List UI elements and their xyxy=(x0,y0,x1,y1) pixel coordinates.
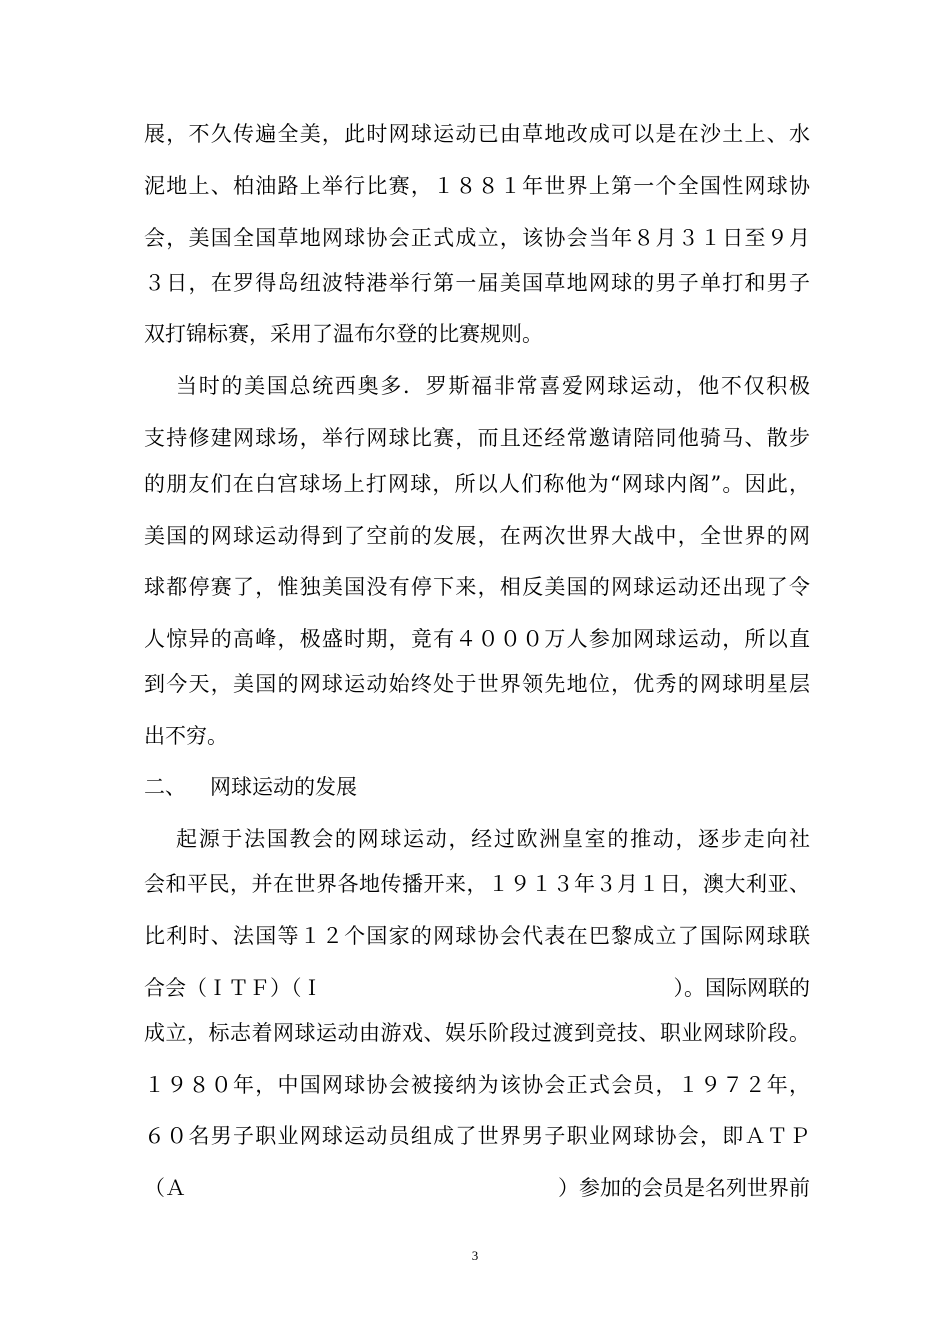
itf-line-right: ）。国际网联的 xyxy=(673,976,810,1000)
paragraph-line: 会和平民，并在世界各地传播开来，１９１３年３月１日，澳大利亚、 xyxy=(144,872,810,896)
itf-line-left: 合会（ＩＴＦ）（Ｉ xyxy=(144,976,323,1000)
paragraph-line: 当时的美国总统西奥多．罗斯福非常喜爱网球运动，他不仅积极 xyxy=(176,374,810,398)
paragraph-line: ６０名男子职业网球运动员组成了世界男子职业网球协会，即ＡＴＰ xyxy=(144,1124,810,1148)
paragraph-line: 的朋友们在白宫球场上打网球，所以人们称他为“网球内阁”。因此， xyxy=(144,472,810,496)
paragraph-line: 会，美国全国草地网球协会正式成立，该协会当年８月３１日至９月 xyxy=(144,226,810,250)
paragraph-line: ３日，在罗得岛纽波特港举行第一届美国草地网球的男子单打和男子 xyxy=(144,271,810,295)
paragraph-line: 起源于法国教会的网球运动，经过欧洲皇室的推动，逐步走向社 xyxy=(176,827,810,851)
section-heading xyxy=(144,767,810,807)
paragraph-line: 出不穷。 xyxy=(144,724,228,748)
paragraph-line: 人惊异的高峰，极盛时期，竟有４０００万人参加网球运动，所以直 xyxy=(144,627,810,651)
section-number: 二、 xyxy=(144,775,186,799)
paragraph-line: 泥地上、柏油路上举行比赛，１８８１年世界上第一个全国性网球协 xyxy=(144,174,810,198)
paragraph-line: 球都停赛了，惟独美国没有停下来，相反美国的网球运动还出现了令 xyxy=(144,575,810,599)
paragraph-line-itf xyxy=(144,968,810,1008)
paragraph-line: 双打锦标赛，采用了温布尔登的比赛规则。 xyxy=(144,322,543,346)
paragraph-line: １９８０年，中国网球协会被接纳为该协会正式会员，１９７２年， xyxy=(144,1073,810,1097)
paragraph-line: 比利时、法国等１２个国家的网球协会代表在巴黎成立了国际网球联 xyxy=(144,924,810,948)
section-title: 网球运动的发展 xyxy=(210,775,357,799)
atp-line-right: ）参加的会员是名列世界前 xyxy=(558,1176,810,1200)
paragraph-line: 支持修建网球场，举行网球比赛，而且还经常邀请陪同他骑马、散步 xyxy=(144,426,810,450)
paragraph-line: 美国的网球运动得到了空前的发展，在两次世界大战中，全世界的网 xyxy=(144,524,810,548)
atp-line-left: （Ａ xyxy=(144,1176,186,1200)
paragraph-line: 展，不久传遍全美，此时网球运动已由草地改成可以是在沙土上、水 xyxy=(144,122,810,146)
paragraph-line-atp xyxy=(144,1168,810,1208)
paragraph-line: 到今天，美国的网球运动始终处于世界领先地位，优秀的网球明星层 xyxy=(144,672,810,696)
paragraph-line: 成立，标志着网球运动由游戏、娱乐阶段过渡到竞技、职业网球阶段。 xyxy=(144,1021,810,1045)
page-number: 3 xyxy=(471,1248,479,1263)
